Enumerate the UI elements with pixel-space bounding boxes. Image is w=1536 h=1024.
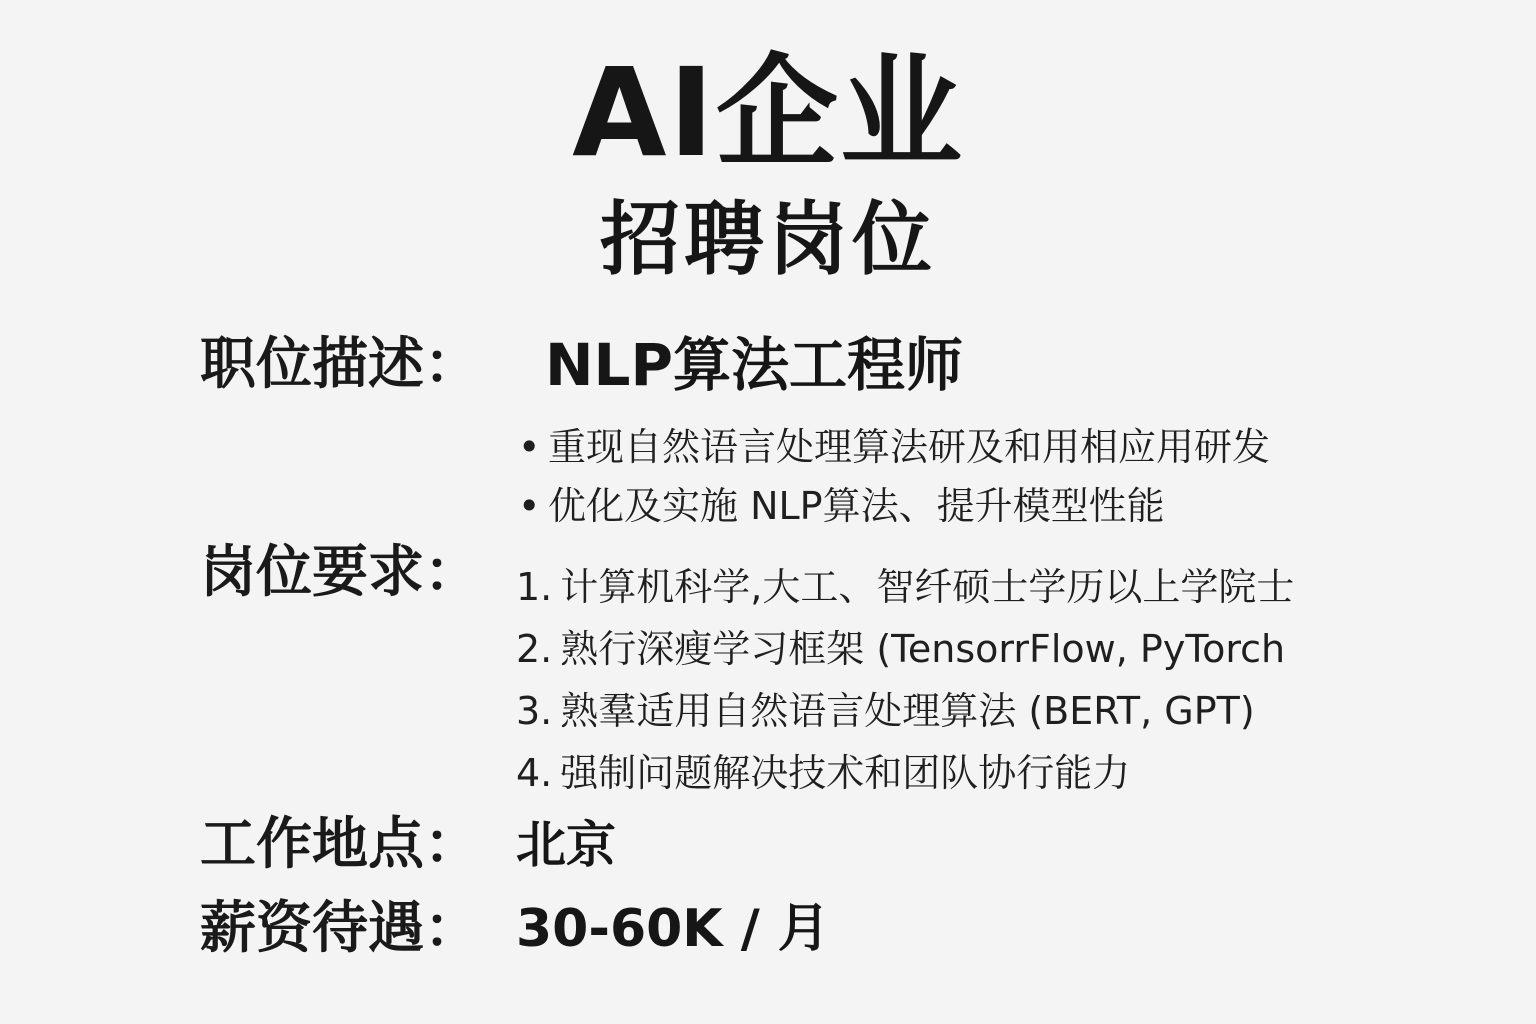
description-label: 职位描述：	[200, 332, 480, 397]
location-label: 工作地点：	[200, 812, 480, 877]
requirement-text: 熟羣适用自然语言处理算法 (BERT, GPT)	[560, 689, 1255, 733]
poster-subtitle: 招聘岗位	[600, 193, 936, 286]
job-position: NLP算法工程师	[545, 331, 964, 399]
salary-value: 30-60K / 月	[516, 899, 830, 959]
requirement-text: 计算机科学,大工、智纤硕士学历以上学院士	[560, 565, 1295, 609]
requirement-number: 4.	[516, 751, 553, 795]
requirement-text: 熟行深瘦学习框架 (TensorrFlow, PyTorch	[560, 627, 1286, 671]
duty-text: 重现自然语言处理算法研及和用相应用研发	[548, 425, 1271, 469]
requirement-number: 3.	[516, 689, 553, 733]
requirement-number: 1.	[516, 565, 553, 609]
requirement-item	[516, 748, 1130, 798]
requirement-item	[516, 624, 1285, 674]
requirement-text: 强制问题解决技术和团队协行能力	[560, 751, 1131, 795]
requirement-item	[516, 562, 1294, 612]
duty-item	[518, 481, 1165, 531]
duty-text: 优化及实施 NLP算法、提升模型性能	[548, 484, 1165, 528]
location-value: 北京	[516, 816, 616, 874]
bullet-icon: •	[518, 484, 541, 528]
salary-label: 薪资待遇：	[200, 896, 480, 961]
poster-title: AI企业	[572, 42, 964, 184]
bullet-icon: •	[518, 425, 541, 469]
duty-item	[518, 422, 1270, 472]
requirement-item	[516, 686, 1255, 736]
requirements-label: 岗位要求：	[200, 540, 480, 605]
requirement-number: 2.	[516, 627, 553, 671]
